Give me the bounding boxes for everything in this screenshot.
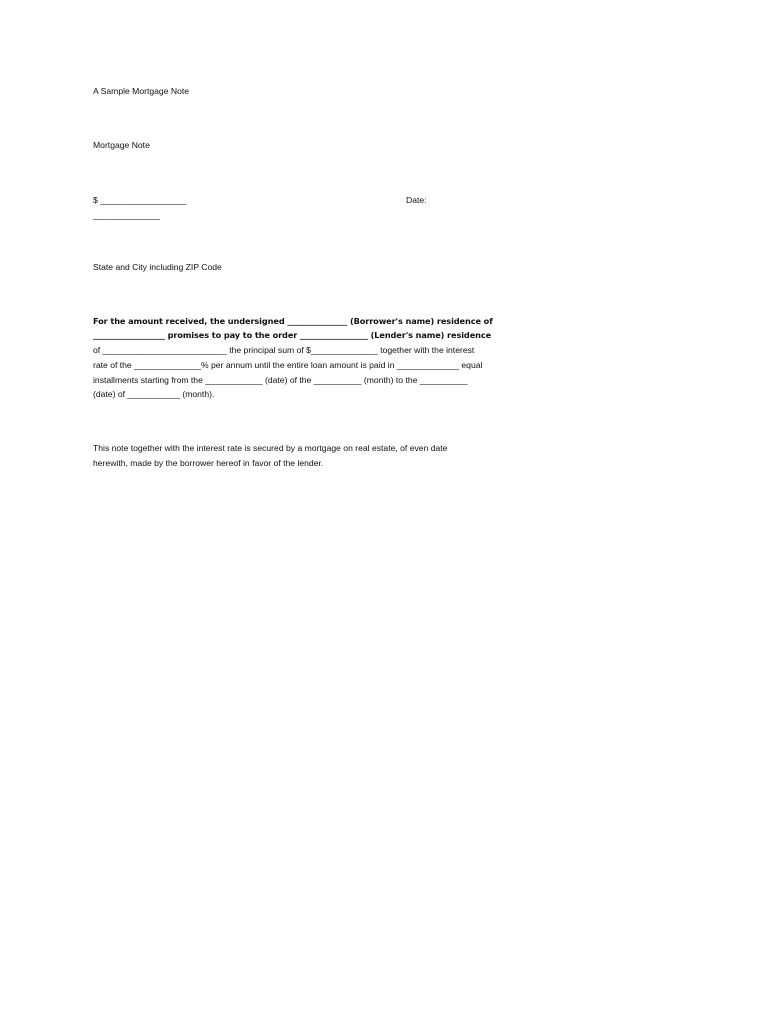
body-paragraph-line-4: (date) of ___________ (month).	[93, 389, 215, 399]
body-paragraph-line-3: installments starting from the ____________ (date) of the __________ (month) to the __________	[93, 375, 468, 385]
location-line: State and City including ZIP Code	[93, 262, 222, 272]
bold-paragraph-line-1: For the amount received, the undersigned _______________ (Borrower's name) residence of	[93, 316, 493, 326]
closing-paragraph-line-1: This note together with the interest rate is secured by a mortgage on real estate, of even date	[93, 443, 448, 453]
date-blank: ______________	[93, 210, 160, 220]
body-paragraph-line-2: rate of the ______________% per annum until the entire loan amount is paid in _____________ equal	[93, 360, 483, 370]
bold-paragraph-line-2: __________________ promises to pay to the order _________________ (Lender's name) residence	[93, 330, 492, 340]
date-label: Date:	[406, 195, 427, 205]
amount-field-line: $ __________________	[93, 195, 187, 205]
closing-paragraph-line-2: herewith, made by the borrower hereof in favor of the lender.	[93, 458, 324, 468]
document-heading: A Sample Mortgage Note	[93, 86, 190, 96]
document-subheading: Mortgage Note	[93, 140, 150, 150]
body-paragraph-line-1: of __________________________ the principal sum of $______________ together with the interest	[93, 345, 475, 355]
